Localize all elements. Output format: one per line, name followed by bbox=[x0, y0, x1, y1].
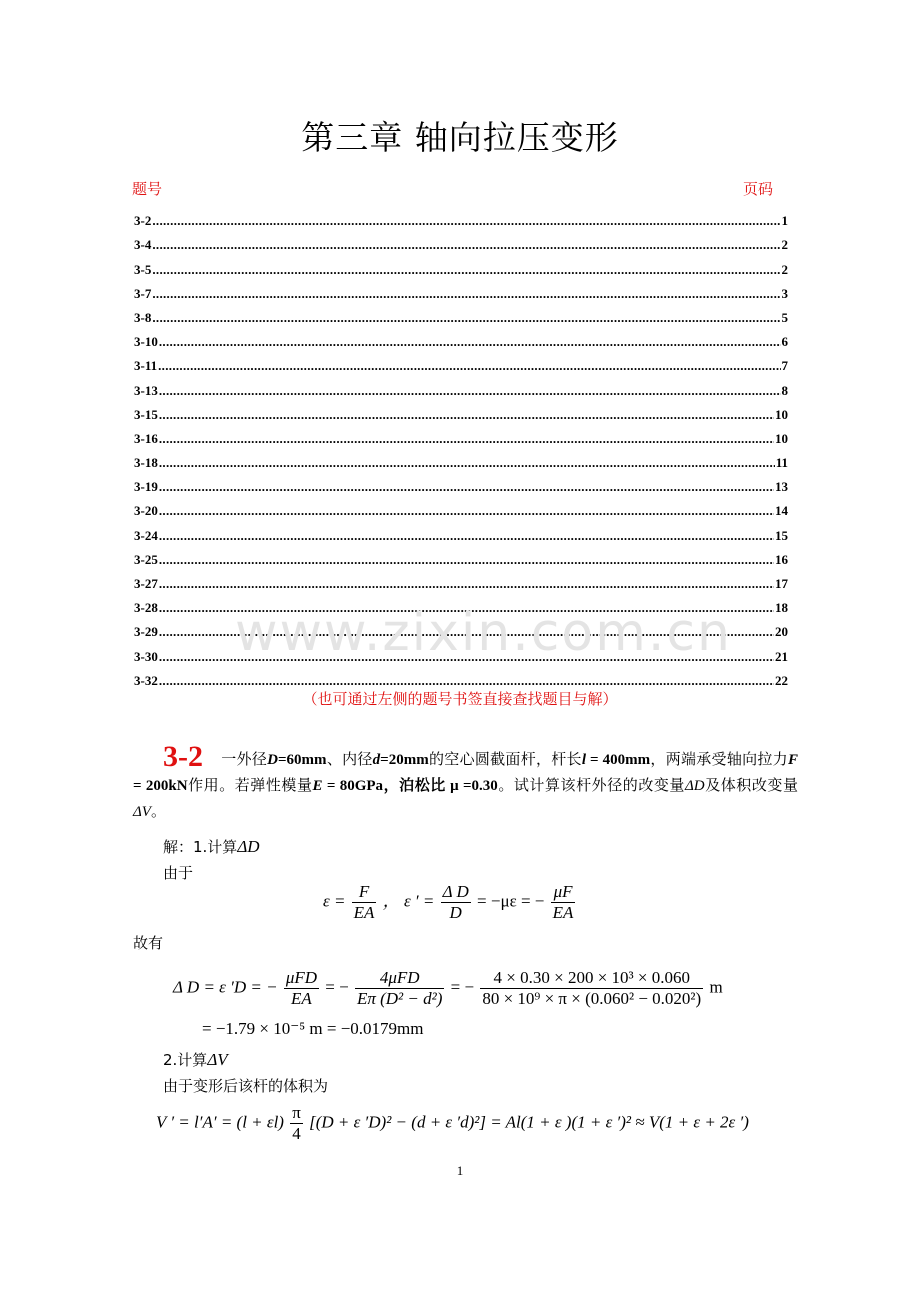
symbol-E: E bbox=[312, 778, 323, 794]
symbol-D: D bbox=[267, 752, 278, 768]
toc-entry-number: 3-19 bbox=[134, 479, 158, 495]
symbol-d: d bbox=[372, 752, 381, 768]
toc-header-number: 题号 bbox=[132, 180, 163, 198]
denominator: D bbox=[449, 903, 462, 922]
toc-entry-page: 7 bbox=[781, 358, 788, 374]
denominator: EA bbox=[552, 903, 574, 922]
eq-unit: m bbox=[709, 977, 723, 997]
toc-entry[interactable] bbox=[134, 568, 788, 592]
numerator: 4μFD bbox=[355, 968, 444, 989]
toc-entry-page: 8 bbox=[781, 382, 788, 398]
toc-entry-page: 21 bbox=[775, 648, 788, 664]
denominator: 80 × 10⁹ × π × (0.060² − 0.020²) bbox=[482, 989, 702, 1008]
toc-entry-page: 15 bbox=[775, 527, 788, 543]
toc-entry-page: 2 bbox=[781, 261, 788, 277]
toc-entry[interactable] bbox=[134, 447, 788, 471]
problem-text: 作用。若弹性模量 bbox=[187, 776, 313, 794]
toc-entry[interactable] bbox=[134, 399, 788, 423]
toc-entry-number: 3-30 bbox=[134, 648, 158, 664]
value-F: = 200kN bbox=[133, 778, 188, 794]
volume-text: 由于变形后该杆的体积为 bbox=[163, 1077, 329, 1095]
step-symbol: ΔV bbox=[207, 1050, 228, 1069]
fraction bbox=[355, 968, 444, 1009]
symbol-l: l bbox=[581, 752, 587, 768]
page-number: 1 bbox=[456, 1163, 464, 1178]
numerator: μF bbox=[551, 882, 576, 903]
solution-step-2 bbox=[163, 1049, 228, 1070]
numerator: Δ D bbox=[442, 882, 469, 901]
problem-text: 及体积改变量 bbox=[704, 776, 798, 794]
toc-entry-page: 18 bbox=[775, 600, 788, 616]
fraction bbox=[290, 1103, 303, 1144]
toc-entry-number: 3-2 bbox=[134, 213, 152, 229]
toc-entry[interactable] bbox=[134, 423, 788, 447]
because-text: 由于 bbox=[163, 864, 194, 882]
symbol-F: F bbox=[787, 752, 798, 768]
fraction bbox=[352, 882, 377, 923]
toc-entry-page: 3 bbox=[781, 285, 788, 301]
problem-number: 3-2 bbox=[163, 740, 203, 773]
toc-entry[interactable] bbox=[134, 495, 788, 519]
symbol-delta-D: ΔD bbox=[685, 778, 705, 794]
toc-entry-number: 3-13 bbox=[134, 382, 158, 398]
toc-entry-number: 3-25 bbox=[134, 551, 158, 567]
eq-text: = − bbox=[325, 977, 349, 997]
toc-entry-number: 3-32 bbox=[134, 672, 158, 688]
eq-text: V ′ = l′A′ = (l + εl) bbox=[156, 1112, 284, 1132]
toc-entry-number: 3-11 bbox=[134, 358, 158, 374]
toc-entry[interactable] bbox=[134, 278, 788, 302]
toc-entry[interactable] bbox=[134, 229, 788, 253]
toc-entry[interactable] bbox=[134, 302, 788, 326]
eq-text: = − bbox=[450, 977, 475, 997]
toc-entry[interactable] bbox=[134, 471, 788, 495]
problem-text: 的空心圆截面杆，杆长 bbox=[428, 750, 582, 768]
equation-delta-D-result: = −1.79 × 10⁻⁵ m = −0.0179mm bbox=[202, 1019, 424, 1038]
symbol-delta-V: ΔV bbox=[133, 804, 151, 820]
toc-header-page: 页码 bbox=[743, 180, 774, 198]
toc-entry-page: 5 bbox=[781, 309, 788, 325]
problem-statement bbox=[133, 740, 798, 825]
numerator: μFD bbox=[285, 968, 318, 987]
toc-entry-page: 14 bbox=[775, 503, 788, 519]
toc-entry-page: 10 bbox=[775, 406, 788, 422]
eq-text: Δ D = ε ′D = − bbox=[173, 977, 278, 997]
page-title: 第三章 轴向拉压变形 bbox=[301, 118, 619, 157]
value-E: = 80GPa bbox=[322, 778, 384, 794]
toc-entry-number: 3-10 bbox=[134, 334, 158, 350]
eq-text: = −με = − bbox=[477, 891, 545, 911]
toc-entry-number: 3-7 bbox=[134, 285, 152, 301]
toc-entry-number: 3-28 bbox=[134, 600, 158, 616]
fraction bbox=[551, 882, 576, 923]
toc-entry-number: 3-24 bbox=[134, 527, 158, 543]
fraction bbox=[284, 968, 319, 1009]
toc-entry-page: 6 bbox=[781, 334, 788, 350]
denominator: EA bbox=[291, 989, 312, 1008]
bookmark-note: （也可通过左侧的题号书签直接查找题目与解） bbox=[302, 690, 618, 708]
toc-entry-page: 16 bbox=[775, 551, 788, 567]
problem-text: 一外径 bbox=[221, 750, 268, 768]
equation-strain bbox=[323, 882, 577, 923]
step-label: 2.计算 bbox=[163, 1051, 208, 1069]
problem-text: 。 bbox=[150, 802, 166, 820]
value-D: =60mm bbox=[277, 752, 327, 768]
numerator: F bbox=[352, 882, 377, 903]
toc-entry-number: 3-15 bbox=[134, 406, 158, 422]
toc-entry-number: 3-18 bbox=[134, 455, 158, 471]
toc-entry-number: 3-4 bbox=[134, 237, 152, 253]
numerator: π bbox=[292, 1103, 301, 1122]
toc-entry[interactable] bbox=[134, 326, 788, 350]
toc-entry[interactable] bbox=[134, 253, 788, 277]
step-symbol: ΔD bbox=[237, 837, 260, 856]
toc-entry-page: 2 bbox=[781, 237, 788, 253]
toc-entry-page: 10 bbox=[775, 430, 788, 446]
numerator: 4 × 0.30 × 200 × 10³ × 0.060 bbox=[480, 968, 703, 989]
toc-entry-number: 3-20 bbox=[134, 503, 158, 519]
problem-text: 、内径 bbox=[326, 750, 373, 768]
toc-entry-page: 20 bbox=[775, 624, 788, 640]
toc-entry-number: 3-5 bbox=[134, 261, 152, 277]
eq-text: ， ε ′ = bbox=[382, 891, 435, 911]
toc-entry-number: 3-29 bbox=[134, 624, 158, 640]
toc-entry[interactable] bbox=[134, 205, 788, 229]
eq-text: [(D + ε ′D)² − (d + ε ′d)²] = Al(1 + ε )(1 + ε ′)² ≈ V(1 + ε + 2ε ′) bbox=[309, 1112, 749, 1132]
value-l: = 400mm bbox=[586, 752, 651, 768]
denominator: EA bbox=[353, 903, 375, 922]
watermark: www.zixin.com.cn bbox=[235, 603, 732, 663]
toc-entry-page: 17 bbox=[775, 576, 788, 591]
solution-step-1 bbox=[163, 836, 260, 857]
toc-entry[interactable] bbox=[134, 519, 788, 543]
denominator: Eπ (D² − d²) bbox=[356, 989, 443, 1008]
toc-entry-page: 11 bbox=[775, 455, 788, 471]
value-d: =20mm bbox=[380, 752, 429, 768]
problem-text: ，两端承受轴向拉力 bbox=[650, 750, 788, 768]
eq-text: ε = bbox=[323, 891, 346, 911]
denominator: 4 bbox=[292, 1124, 301, 1143]
toc-entry[interactable] bbox=[134, 374, 788, 398]
value-mu: ，泊松比 μ =0.30 bbox=[383, 778, 498, 794]
toc-entry-number: 3-16 bbox=[134, 430, 158, 446]
toc-entry[interactable] bbox=[134, 665, 788, 689]
toc-entry-page: 22 bbox=[775, 672, 788, 688]
problem-text: 。试计算该杆外径的改变量 bbox=[497, 776, 685, 794]
fraction bbox=[480, 968, 703, 1009]
toc-entry[interactable] bbox=[134, 544, 788, 568]
step-label: 解：1.计算 bbox=[163, 838, 238, 856]
toc-entry-page: 13 bbox=[775, 479, 788, 495]
equation-volume bbox=[156, 1103, 749, 1144]
toc-entry[interactable] bbox=[134, 350, 788, 374]
fraction bbox=[441, 882, 471, 923]
toc-entry-page: 1 bbox=[781, 213, 788, 229]
equation-delta-D bbox=[173, 968, 723, 1009]
therefore-text: 故有 bbox=[133, 934, 164, 952]
toc-entry-number: 3-27 bbox=[134, 576, 158, 591]
toc-entry-number: 3-8 bbox=[134, 309, 152, 325]
